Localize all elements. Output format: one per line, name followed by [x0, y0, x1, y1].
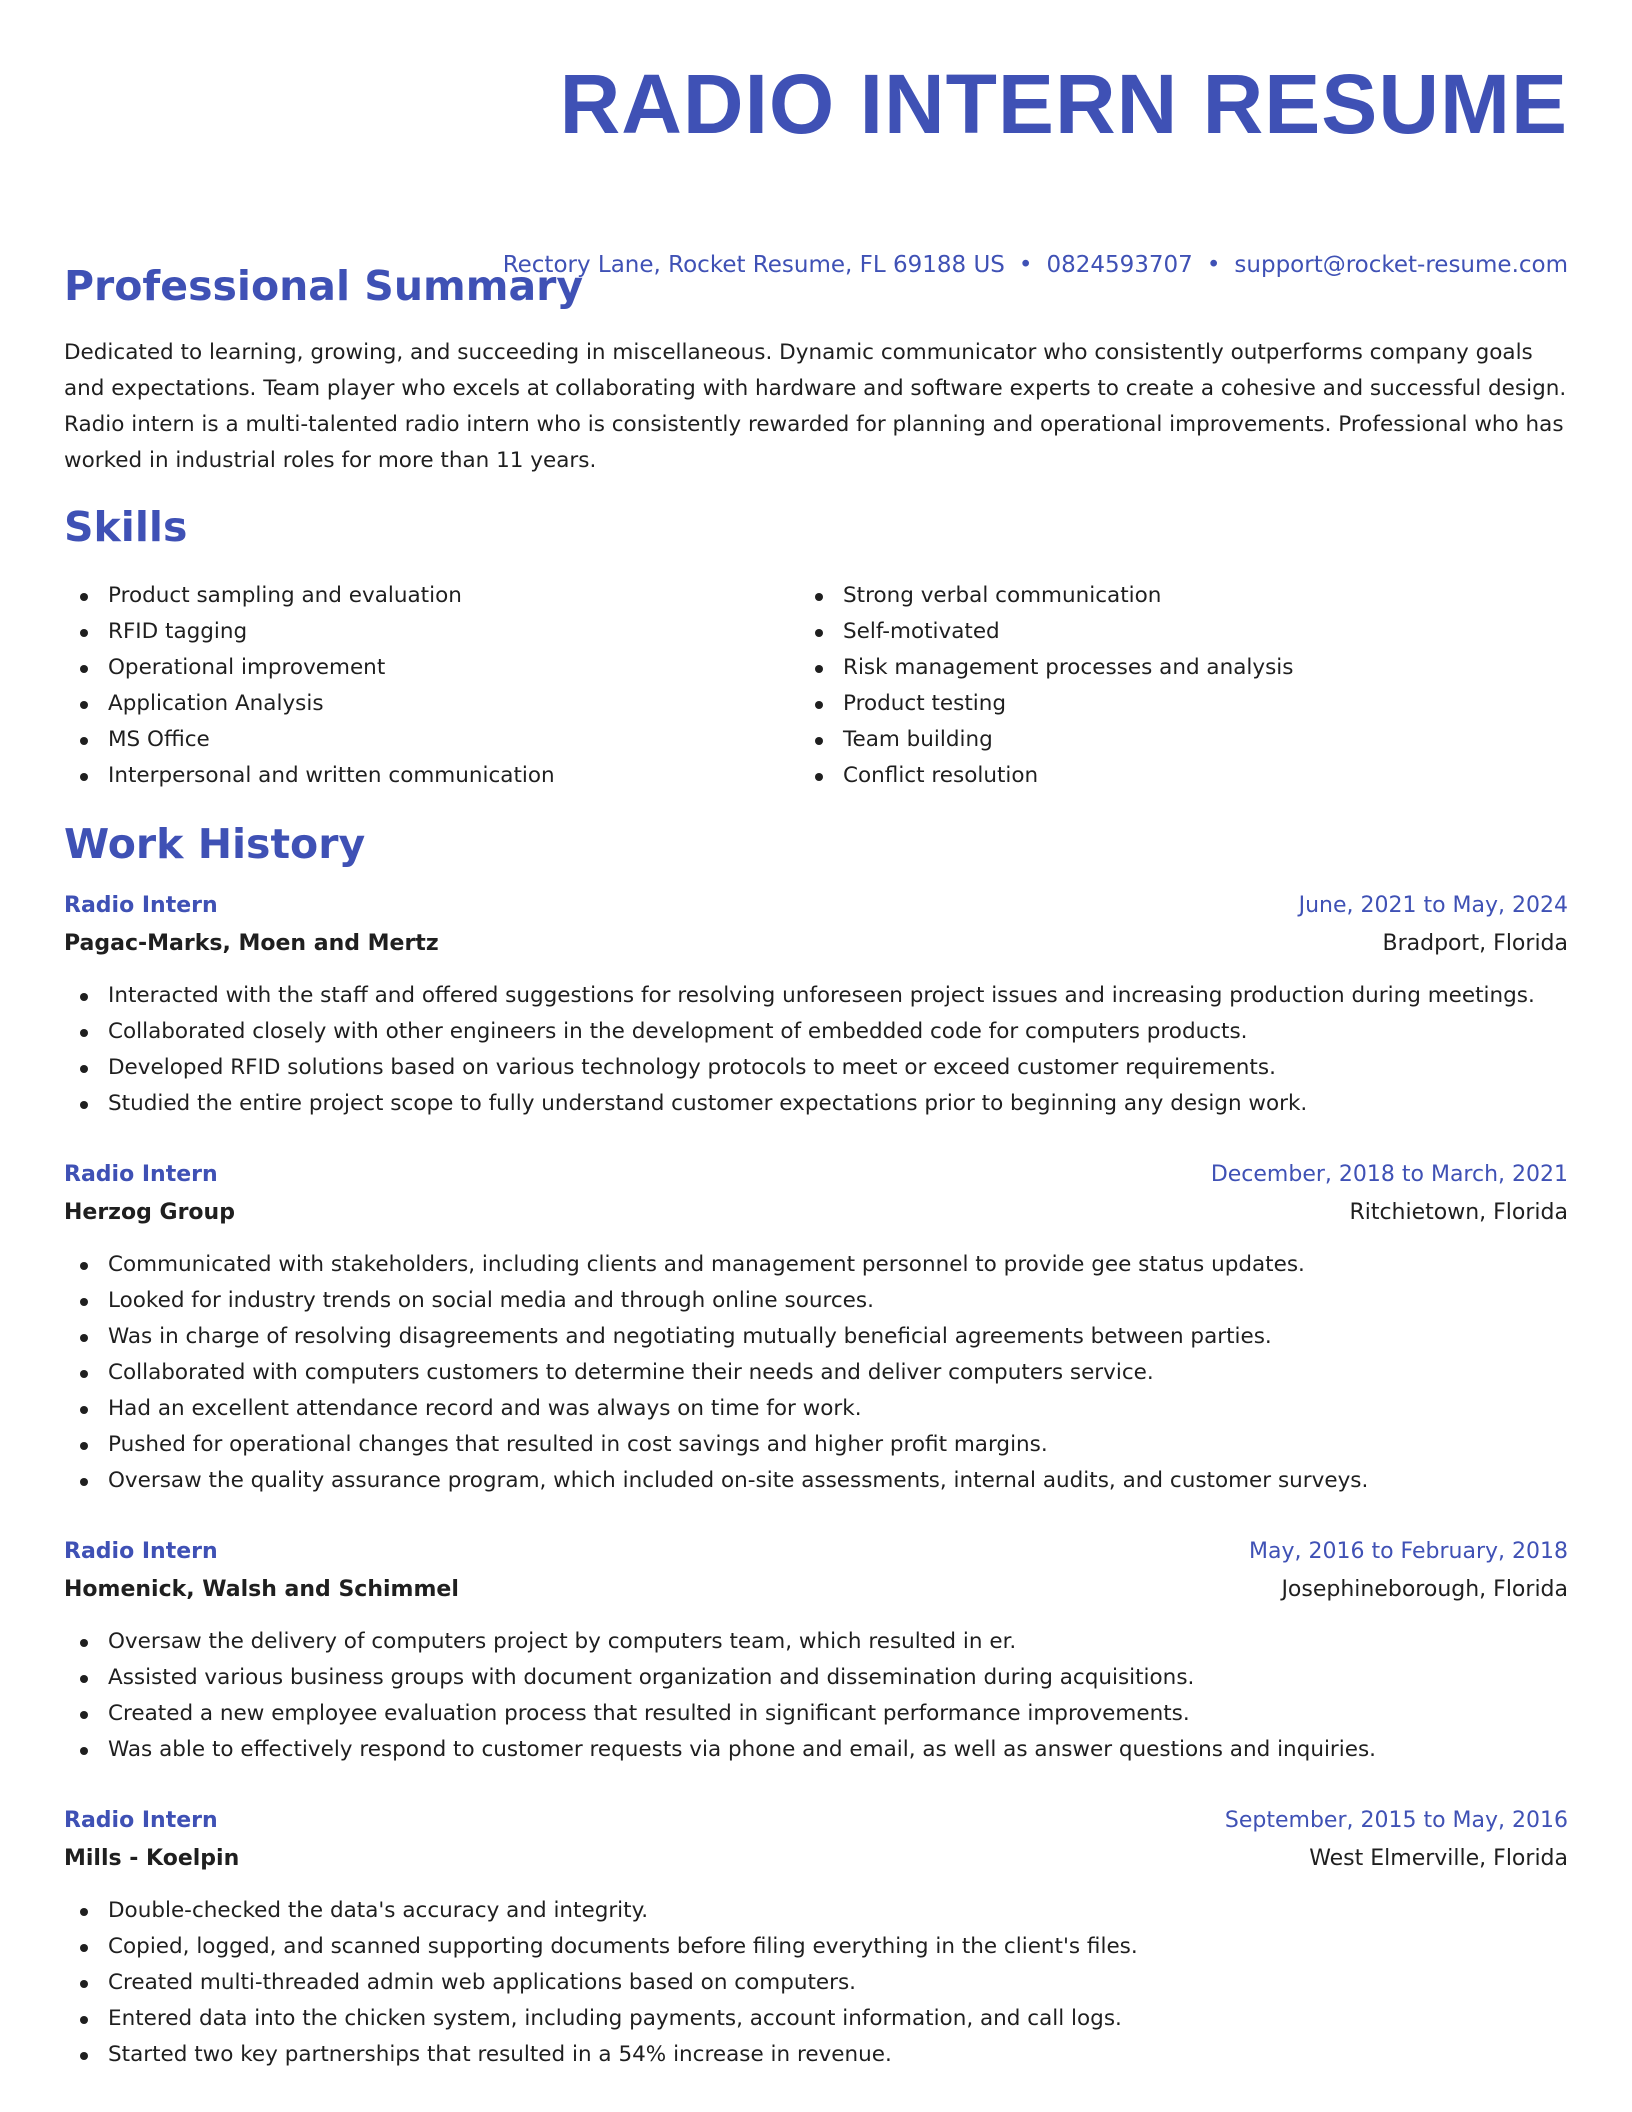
job-company: Mills - Koelpin	[64, 1846, 240, 1871]
skills-list-left	[64, 578, 804, 794]
job-bullet: Interacted with the staff and offered suggestions for resolving unforeseen project issues and increasing production during meetings.	[64, 978, 1568, 1014]
skill-item: Risk management processes and analysis	[799, 650, 1539, 686]
job-bullets	[64, 1893, 1568, 2073]
job-bullet: Oversaw the quality assurance program, which included on-site assessments, internal audits, and customer surveys.	[64, 1463, 1568, 1499]
job-bullet: Was able to effectively respond to customer requests via phone and email, as well as answer questions and inquiries.	[64, 1732, 1568, 1768]
job-bullet: Looked for industry trends on social media and through online sources.	[64, 1283, 1568, 1319]
skill-item: Self-motivated	[799, 614, 1539, 650]
job-title-row	[64, 1157, 1568, 1195]
job-bullet: Collaborated with computers customers to determine their needs and deliver computers service.	[64, 1355, 1568, 1391]
job-bullets	[64, 1624, 1568, 1768]
job-location: West Elmerville, Florida	[1309, 1846, 1568, 1871]
skill-item: Team building	[799, 722, 1539, 758]
contact-line	[503, 249, 1568, 281]
job-bullet: Started two key partnerships that resulted in a 54% increase in revenue.	[64, 2037, 1568, 2073]
job-bullet: Studied the entire project scope to fully understand customer expectations prior to beginning any design work.	[64, 1086, 1568, 1122]
contact-separator: •	[1206, 252, 1221, 278]
job-bullet: Double-checked the data's accuracy and integrity.	[64, 1893, 1568, 1929]
resume-header	[64, 0, 1568, 278]
skill-item: Conflict resolution	[799, 758, 1539, 794]
job-dates: June, 2021 to May, 2024	[1298, 893, 1568, 918]
job-title: Radio Intern	[64, 1162, 218, 1187]
skills-list-right	[799, 578, 1539, 794]
job-company-row	[64, 1572, 1568, 1610]
job-bullet: Oversaw the delivery of computers project by computers team, which resulted in er.	[64, 1624, 1568, 1660]
job-bullet: Entered data into the chicken system, including payments, account information, and call logs.	[64, 2001, 1568, 2037]
job-company: Herzog Group	[64, 1200, 235, 1225]
job-dates: September, 2015 to May, 2016	[1224, 1808, 1568, 1833]
job-title-row	[64, 1534, 1568, 1572]
job-bullet: Assisted various business groups with document organization and dissemination during acquisitions.	[64, 1660, 1568, 1696]
resume-page	[64, 0, 1568, 2112]
job-entry	[64, 1803, 1568, 2073]
skill-item: MS Office	[64, 722, 804, 758]
contact-email: support@rocket-resume.com	[1234, 252, 1568, 278]
skill-item: RFID tagging	[64, 614, 804, 650]
job-bullet: Had an excellent attendance record and was always on time for work.	[64, 1391, 1568, 1427]
job-bullet: Pushed for operational changes that resulted in cost savings and higher profit margins.	[64, 1427, 1568, 1463]
job-location: Josephineborough, Florida	[1281, 1577, 1568, 1602]
job-company-row	[64, 1195, 1568, 1233]
job-company: Pagac-Marks, Moen and Mertz	[64, 931, 439, 956]
job-bullets	[64, 1247, 1568, 1499]
job-entry	[64, 1534, 1568, 1768]
job-entry	[64, 1157, 1568, 1499]
job-company-row	[64, 926, 1568, 964]
skill-item: Application Analysis	[64, 686, 804, 722]
skill-item: Strong verbal communication	[799, 578, 1539, 614]
skill-item: Interpersonal and written communication	[64, 758, 804, 794]
contact-separator: •	[1018, 252, 1033, 278]
job-title: Radio Intern	[64, 1808, 218, 1833]
job-bullet: Copied, logged, and scanned supporting documents before filing everything in the client's files.	[64, 1929, 1568, 1965]
job-title-row	[64, 888, 1568, 926]
job-location: Bradport, Florida	[1382, 931, 1568, 956]
contact-address: Rectory Lane, Rocket Resume, FL 69188 US	[502, 252, 1005, 278]
job-bullet: Created multi-threaded admin web applications based on computers.	[64, 1965, 1568, 2001]
summary-text: Dedicated to learning, growing, and succeeding in miscellaneous. Dynamic communicator who consistently outperforms company goals and expectations. Team player who excels at collaborating with hardware and software experts to create a cohesive and successful design. Radio intern is a multi-talented radio intern who is consistently rewarded for planning and operational improvements. Professional who has worked in industrial roles for more than 11 years.	[64, 340, 1567, 473]
contact-phone: 0824593707	[1046, 252, 1193, 278]
job-entry	[64, 888, 1568, 1122]
summary-heading: Professional Summary	[64, 262, 584, 310]
job-bullet: Created a new employee evaluation process that resulted in significant performance improvements.	[64, 1696, 1568, 1732]
skill-item: Product sampling and evaluation	[64, 578, 804, 614]
skill-item: Operational improvement	[64, 650, 804, 686]
work-heading: Work History	[64, 820, 366, 868]
job-location: Ritchietown, Florida	[1349, 1200, 1568, 1225]
job-company-row	[64, 1841, 1568, 1879]
job-dates: December, 2018 to March, 2021	[1210, 1162, 1568, 1187]
job-bullets	[64, 978, 1568, 1122]
job-bullet: Communicated with stakeholders, including clients and management personnel to provide gee status updates.	[64, 1247, 1568, 1283]
job-title: Radio Intern	[64, 1539, 218, 1564]
skill-item: Product testing	[799, 686, 1539, 722]
job-bullet: Collaborated closely with other engineers in the development of embedded code for computers products.	[64, 1014, 1568, 1050]
job-company: Homenick, Walsh and Schimmel	[64, 1577, 459, 1602]
job-bullet: Developed RFID solutions based on various technology protocols to meet or exceed customer requirements.	[64, 1050, 1568, 1086]
skills-heading: Skills	[64, 503, 188, 551]
job-bullet: Was in charge of resolving disagreements and negotiating mutually beneficial agreements between parties.	[64, 1319, 1568, 1355]
resume-title: RADIO INTERN RESUME	[559, 57, 1568, 151]
job-title-row	[64, 1803, 1568, 1841]
job-dates: May, 2016 to February, 2018	[1249, 1539, 1568, 1564]
job-title: Radio Intern	[64, 893, 218, 918]
